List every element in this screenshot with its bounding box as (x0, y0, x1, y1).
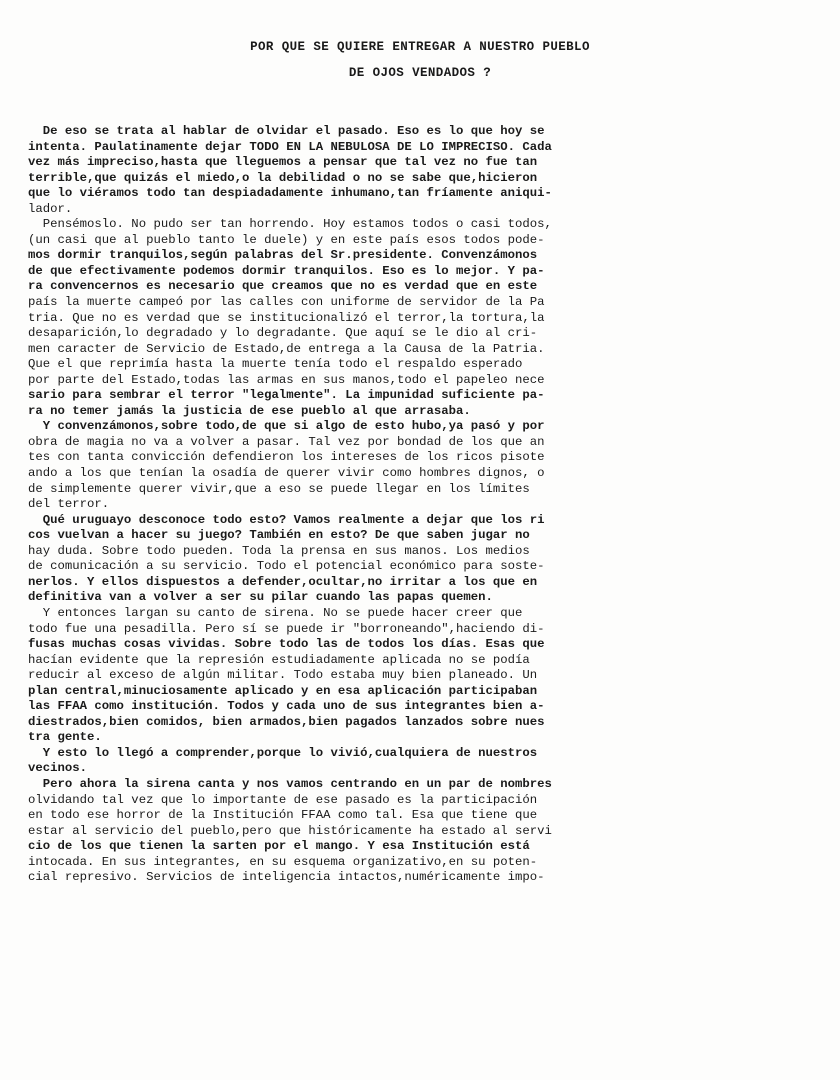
text-line: tria. Que no es verdad que se institucionalizó el terror,la tortura,la (28, 310, 545, 325)
text-line: de comunicación a su servicio. Todo el potencial económico para soste- (28, 559, 545, 574)
text-line: reducir al exceso de algún militar. Todo estaba muy bien planeado. Un (28, 668, 538, 683)
text-line: (un casi que al pueblo tanto le duele) y en este país esos todos pode- (28, 232, 545, 247)
text-line: de simplemente querer vivir,que a eso se puede llegar en los límites (28, 481, 530, 496)
text-line: vecinos. (28, 761, 88, 776)
text-line: plan central,minuciosamente aplicado y en esa aplicación participaban (28, 683, 538, 698)
text-line: terrible,que quizás el miedo,o la debilidad o no se sabe que,hicieron (28, 170, 538, 185)
text-line: hay duda. Sobre todo pueden. Toda la prensa en sus manos. Los medios (28, 543, 530, 558)
text-line: Y esto lo llegó a comprender,porque lo vivió,cualquiera de nuestros (28, 745, 538, 760)
text-line: Y entonces largan su canto de sirena. No se puede hacer creer que (28, 605, 523, 620)
text-line: tra gente. (28, 730, 102, 745)
text-line: mos dormir tranquilos,según palabras del Sr.presidente. Convenzámonos (28, 248, 538, 263)
text-line: definitiva van a volver a ser su pilar cuando las papas quemen. (28, 590, 493, 605)
text-line: del terror. (28, 497, 110, 512)
text-line: obra de magia no va a volver a pasar. Tal vez por bondad de los que an (28, 434, 545, 449)
text-line: Y convenzámonos,sobre todo,de que si algo de esto hubo,ya pasó y por (28, 419, 545, 434)
text-line: estar al servicio del pueblo,pero que históricamente ha estado al servi (28, 823, 552, 838)
text-line: De eso se trata al hablar de olvidar el pasado. Eso es lo que hoy se (28, 124, 545, 138)
text-line: cio de los que tienen la sarten por el mango. Y esa Institución está (28, 839, 530, 854)
text-line: lador. (28, 201, 73, 216)
text-line: que lo viéramos todo tan despiadadamente inhumano,tan fríamente aniqui- (28, 186, 552, 201)
text-line: país la muerte campeó por las calles con uniforme de servidor de la Pa (28, 295, 545, 310)
text-line: ando a los que tenían la osadía de querer vivir como hombres dignos, o (28, 466, 545, 481)
document-title-line-1: POR QUE SE QUIERE ENTREGAR A NUESTRO PUEBLO (250, 40, 590, 54)
text-line: hacían evidente que la represión estudiadamente aplicada no se podía (28, 652, 530, 667)
text-line: olvidando tal vez que lo importante de ese pasado es la participación (28, 792, 538, 807)
text-line: por parte del Estado,todas las armas en sus manos,todo el papeleo nece (28, 372, 545, 387)
text-line: diestrados,bien comidos, bien armados,bien pagados lanzados sobre nues (28, 714, 545, 729)
text-line: Pero ahora la sirena canta y nos vamos centrando en un par de nombres (28, 776, 552, 791)
text-line: todo fue una pesadilla. Pero sí se puede ir "borroneando",haciendo di- (28, 621, 545, 636)
text-line: ra no temer jamás la justicia de ese pueblo al que arrasaba. (28, 403, 471, 418)
document-body (28, 124, 824, 886)
text-line: cos vuelvan a hacer su juego? También en esto? De que saben jugar no (28, 528, 530, 543)
text-line: nerlos. Y ellos dispuestos a defender,ocultar,no irritar a los que en (28, 574, 538, 589)
text-line: intenta. Paulatinamente dejar TODO EN LA NEBULOSA DE LO IMPRECISO. Cada (28, 139, 552, 154)
text-line: sario para sembrar el terror "legalmente". La impunidad suficiente pa- (28, 388, 545, 403)
text-line: en todo ese horror de la Institución FFAA como tal. Esa que tiene que (28, 808, 538, 823)
text-line: fusas muchas cosas vividas. Sobre todo las de todos los días. Esas que (28, 637, 545, 652)
document-title-line-2: DE OJOS VENDADOS ? (348, 66, 492, 80)
text-line: tes con tanta convicción defendieron los intereses de los ricos pisote (28, 450, 545, 465)
text-line: Pensémoslo. No pudo ser tan horrendo. Hoy estamos todos o casi todos, (28, 217, 552, 232)
text-line: ra convencernos es necesario que creamos que no es verdad que en este (28, 279, 538, 294)
text-line: Qué uruguayo desconoce todo esto? Vamos realmente a dejar que los ri (28, 512, 545, 527)
text-line: de que efectivamente podemos dormir tranquilos. Eso es lo mejor. Y pa- (28, 263, 545, 278)
text-line: cial represivo. Servicios de inteligencia intactos,numéricamente impo- (28, 870, 545, 885)
text-line: las FFAA como institución. Todos y cada uno de sus integrantes bien a- (28, 699, 545, 714)
text-line: intocada. En sus integrantes, en su esquema organizativo,en su poten- (28, 854, 538, 869)
text-line: men caracter de Servicio de Estado,de entrega a la Causa de la Patria. (28, 341, 545, 356)
text-line: desaparición,lo degradado y lo degradante. Que aquí se le dio al cri- (28, 326, 538, 341)
text-line: vez más impreciso,hasta que lleguemos a pensar que tal vez no fue tan (28, 155, 538, 170)
text-line: Que el que reprimía hasta la muerte tenía todo el respaldo esperado (28, 357, 523, 372)
